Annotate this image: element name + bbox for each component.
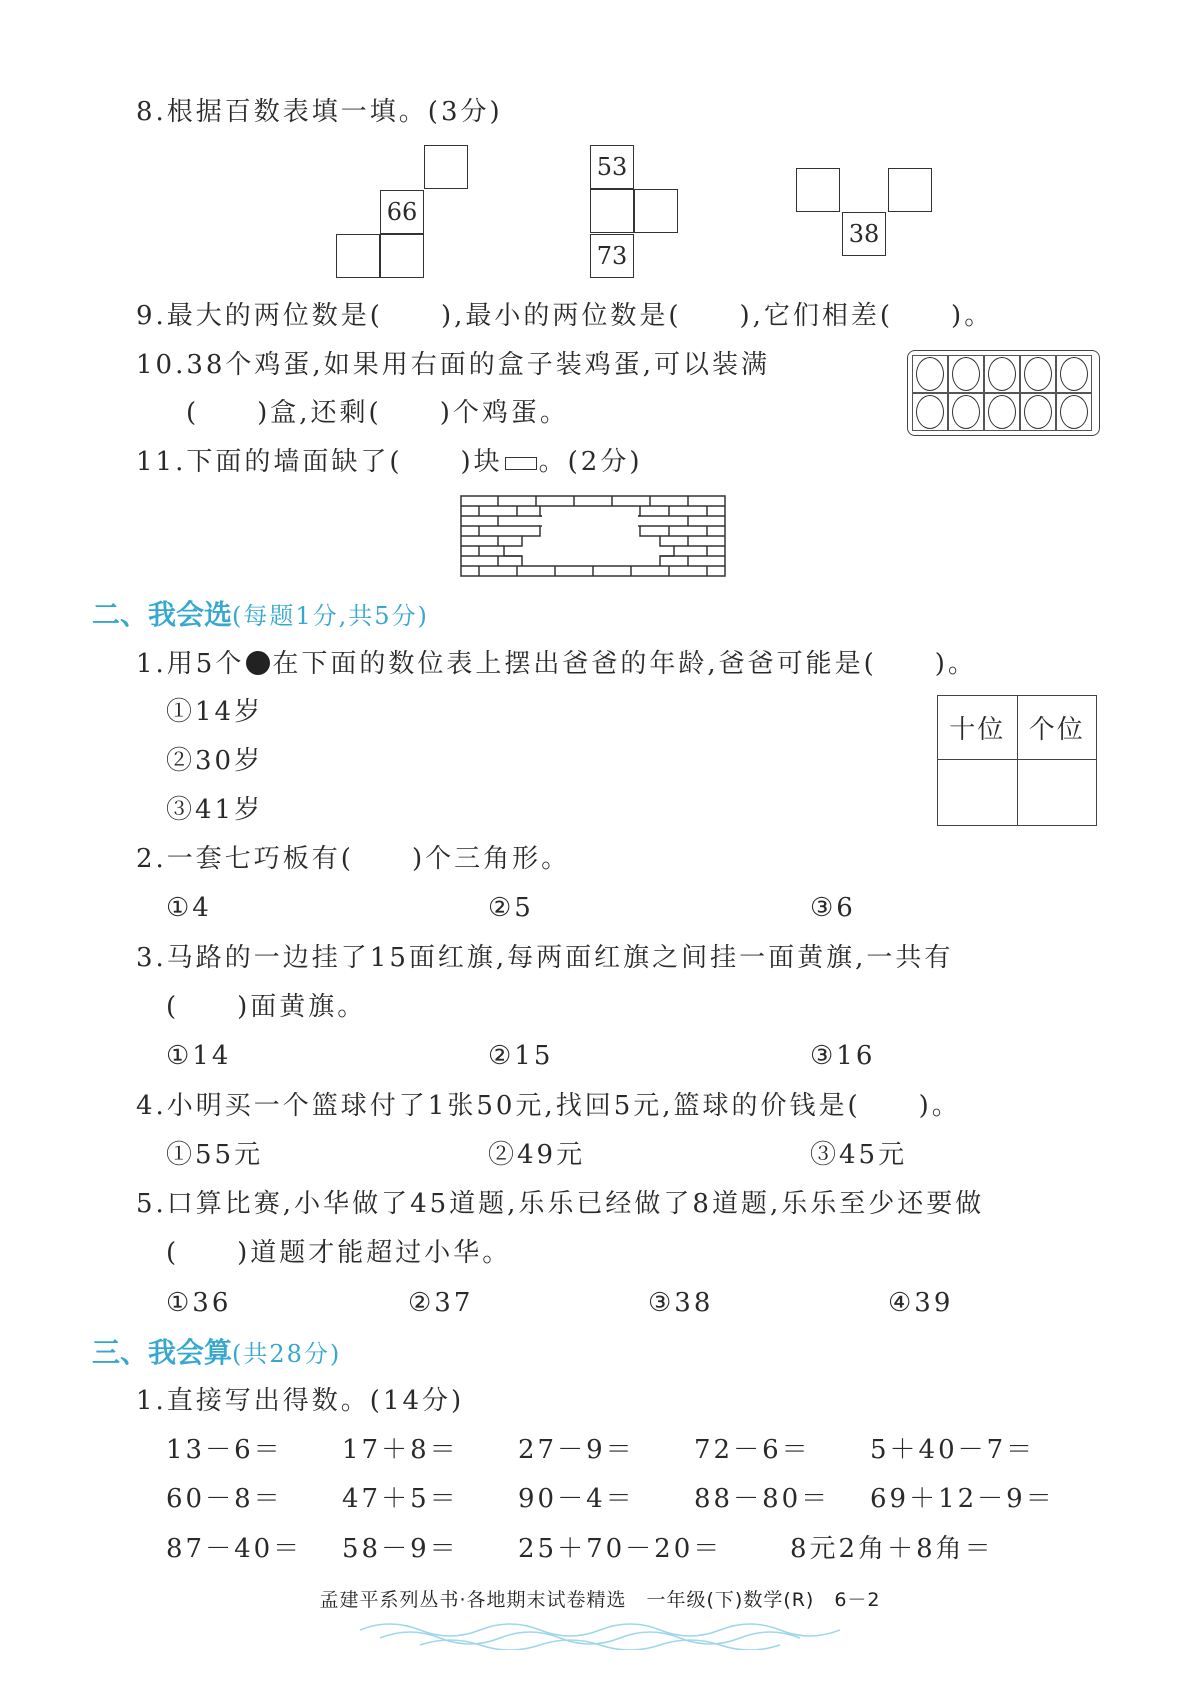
place-value-tens-cell[interactable] (938, 760, 1018, 826)
calc-item[interactable]: 69＋12－9＝ (870, 1484, 1055, 1514)
calc-item[interactable]: 88－80＝ (694, 1484, 831, 1514)
brick-icon (505, 457, 537, 470)
brick-wall-figure (460, 495, 726, 577)
q8-text: 8.根据百数表填一填。(3分) (136, 97, 503, 127)
chart-cell[interactable] (380, 234, 424, 278)
chart-cell[interactable] (590, 189, 634, 233)
chart-cell-given: 66 (380, 190, 424, 234)
q11-text-before: 11.下面的墙面缺了( )块 (136, 447, 503, 477)
page-footer: 孟建平系列丛书·各地期末试卷精选 一年级(下)数学(R) 6－2 (319, 1589, 881, 1611)
s2-q3-option[interactable]: ①14 (166, 1041, 232, 1071)
q10-line2: ( )盒,还剩( )个鸡蛋。 (186, 398, 569, 428)
egg-icon (952, 357, 980, 391)
s2-q5-option[interactable]: ④39 (888, 1288, 954, 1318)
calc-item[interactable]: 72－6＝ (694, 1435, 811, 1465)
s2-q5-option[interactable]: ②37 (408, 1288, 474, 1318)
section-3-subtitle: (共28分) (232, 1340, 342, 1368)
s2-q1-text (136, 648, 977, 680)
egg-carton-figure (907, 350, 1100, 436)
chart-cell[interactable] (634, 189, 678, 233)
egg-icon (916, 395, 944, 429)
calc-item[interactable]: 13－6＝ (166, 1435, 283, 1465)
section-3-title: 三、我会算 (92, 1336, 233, 1369)
calc-item[interactable]: 25＋70－20＝ (518, 1534, 723, 1564)
wave-decoration (360, 1610, 840, 1650)
chart-cell-given: 53 (590, 145, 634, 189)
s2-q1-after: 在下面的数位表上摆出爸爸的年龄,爸爸可能是( )。 (272, 649, 977, 679)
s2-q3-line1: 3.马路的一边挂了15面红旗,每两面红旗之间挂一面黄旗,一共有 (136, 943, 954, 973)
s2-q4-option[interactable]: ②49元 (488, 1140, 586, 1170)
q11-text (136, 446, 642, 478)
s2-q2-option[interactable]: ③6 (810, 893, 856, 923)
s3-q1-text: 1.直接写出得数。(14分) (136, 1386, 465, 1416)
s2-q5-line2: ( )道题才能超过小华。 (166, 1238, 512, 1268)
s2-q5-line1: 5.口算比赛,小华做了45道题,乐乐已经做了8道题,乐乐至少还要做 (136, 1189, 985, 1219)
section-2-subtitle: (每题1分,共5分) (232, 602, 429, 630)
egg-icon (988, 395, 1016, 429)
s2-q1-option[interactable]: ②30岁 (166, 746, 264, 776)
calc-item[interactable]: 27－9＝ (518, 1435, 635, 1465)
egg-icon (952, 395, 980, 429)
calc-item[interactable]: 17＋8＝ (342, 1435, 459, 1465)
bead-icon (246, 651, 270, 675)
calc-item[interactable]: 8元2角＋8角＝ (790, 1534, 994, 1564)
q11-text-after: 。(2分) (538, 447, 643, 477)
egg-icon (1060, 357, 1088, 391)
egg-icon (988, 357, 1016, 391)
s2-q1-option[interactable]: ③41岁 (166, 795, 264, 825)
calc-item[interactable]: 58－9＝ (342, 1534, 459, 1564)
calc-item[interactable]: 47＋5＝ (342, 1484, 459, 1514)
calc-item[interactable]: 87－40＝ (166, 1534, 303, 1564)
chart-cell[interactable] (336, 234, 380, 278)
s2-q1-option[interactable]: ①14岁 (166, 697, 264, 727)
egg-icon (1060, 395, 1088, 429)
calc-item[interactable]: 90－4＝ (518, 1484, 635, 1514)
s2-q1-before: 1.用5个 (136, 649, 245, 679)
section-3-heading (92, 1336, 341, 1371)
s2-q2-text: 2.一套七巧板有( )个三角形。 (136, 844, 571, 874)
s2-q4-text: 4.小明买一个篮球付了1张50元,找回5元,篮球的价钱是( )。 (136, 1091, 961, 1121)
section-2-heading (92, 598, 429, 633)
chart-cell-given: 73 (590, 234, 634, 278)
q9-text: 9.最大的两位数是( ),最小的两位数是( ),它们相差( )。 (136, 301, 994, 331)
chart-cell[interactable] (796, 168, 840, 212)
chart-cell[interactable] (888, 168, 932, 212)
egg-icon (1024, 395, 1052, 429)
q10-line1: 10.38个鸡蛋,如果用右面的盒子装鸡蛋,可以装满 (136, 350, 770, 380)
s2-q3-line2: ( )面黄旗。 (166, 992, 367, 1022)
place-value-ones-cell[interactable] (1017, 760, 1097, 826)
s2-q4-option[interactable]: ③45元 (810, 1140, 908, 1170)
calc-item[interactable]: 5＋40－7＝ (870, 1435, 1036, 1465)
s2-q5-option[interactable]: ①36 (166, 1288, 232, 1318)
s2-q2-option[interactable]: ②5 (488, 893, 534, 923)
place-value-table (937, 695, 1097, 826)
chart-cell-given: 38 (842, 212, 886, 256)
s2-q2-option[interactable]: ①4 (166, 893, 212, 923)
egg-icon (1024, 357, 1052, 391)
place-value-ones-header: 个位 (1017, 696, 1097, 760)
place-value-tens-header: 十位 (938, 696, 1018, 760)
section-2-title: 二、我会选 (92, 598, 233, 631)
calc-item[interactable]: 60－8＝ (166, 1484, 283, 1514)
chart-cell[interactable] (424, 145, 468, 189)
s2-q3-option[interactable]: ③16 (810, 1041, 876, 1071)
s2-q3-option[interactable]: ②15 (488, 1041, 554, 1071)
s2-q5-option[interactable]: ③38 (648, 1288, 714, 1318)
s2-q4-option[interactable]: ①55元 (166, 1140, 264, 1170)
egg-icon (916, 357, 944, 391)
